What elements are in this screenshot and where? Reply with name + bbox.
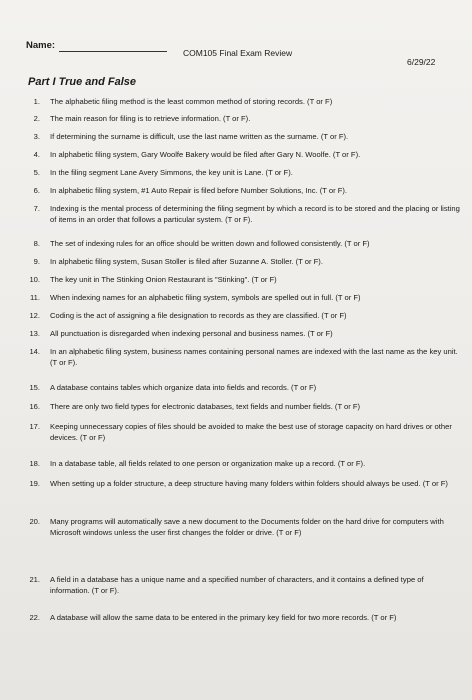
- question-item: [22, 401, 462, 412]
- question-text: The set of indexing rules for an office should be written down and followed consistently. (T or F): [50, 239, 370, 248]
- section-title: Part I True and False: [28, 76, 137, 88]
- question-number: 10.: [29, 275, 40, 284]
- question-number: 12.: [29, 311, 40, 320]
- question-number: 6.: [33, 186, 40, 195]
- document-title: COM105 Final Exam Review: [183, 48, 293, 58]
- question-text: A database contains tables which organize data into fields and records. (T or F): [50, 383, 317, 392]
- question-item: [22, 167, 462, 178]
- question-item: [22, 458, 462, 469]
- question-item: [22, 421, 462, 444]
- question-item: [22, 574, 462, 597]
- question-text: A database will allow the same data to be entered in the primary key field for two more records. (T or F): [50, 613, 397, 622]
- question-text: If determining the surname is difficult, use the last name written as the surname. (T or F).: [50, 132, 349, 141]
- question-number: 2.: [33, 114, 40, 123]
- question-number: 11.: [30, 293, 40, 302]
- question-text: The main reason for filing is to retrieve information. (T or F).: [50, 114, 251, 123]
- question-text: In alphabetic filing system, Susan Stoller is filed after Suzanne A. Stoller. (T or F).: [50, 257, 323, 266]
- question-item: [22, 346, 462, 369]
- question-text: In the filing segment Lane Avery Simmons, the key unit is Lane. (T or F).: [50, 168, 293, 177]
- question-text: All punctuation is disregarded when indexing personal and business names. (T or F): [50, 329, 333, 338]
- question-item: [22, 149, 462, 160]
- question-text: Many programs will automatically save a new document to the Documents folder on the hard drive for computers with Microsoft windows unless the user first changes the folder or drive. (T or F): [50, 517, 444, 538]
- question-number: 14.: [29, 347, 40, 356]
- question-text: Keeping unnecessary copies of files should be avoided to make the best use of storage capacity on hard drives or other devices. (T or F): [50, 422, 452, 443]
- question-number: 9.: [33, 257, 40, 266]
- question-number: 1.: [33, 97, 40, 106]
- name-blank-line: [59, 51, 167, 52]
- question-text: In alphabetic filing system, #1 Auto Repair is filed before Number Solutions, Inc. (T or F).: [50, 186, 347, 195]
- question-number: 7.: [33, 204, 40, 213]
- question-text: When setting up a folder structure, a deep structure having many folders within folders should always be used. (T or F): [50, 479, 448, 488]
- question-text: Indexing is the mental process of determining the filing segment by which a record is to be stored and the placing or listing of items in an order that follows a particular system. (T or F).: [50, 204, 460, 225]
- question-number: 8.: [33, 239, 40, 248]
- question-item: [22, 310, 462, 321]
- question-number: 20.: [29, 517, 40, 526]
- question-number: 5.: [33, 168, 40, 177]
- question-item: [22, 131, 462, 142]
- question-item: [22, 292, 462, 303]
- question-number: 22.: [29, 613, 40, 622]
- question-item: [22, 113, 462, 124]
- question-item: [22, 612, 462, 623]
- question-text: In alphabetic filing system, Gary Woolfe Bakery would be filed after Gary N. Woolfe. (T or F).: [50, 150, 361, 159]
- question-number: 16.: [29, 402, 40, 411]
- question-item: [22, 203, 462, 226]
- question-item: [22, 238, 462, 249]
- question-item: [22, 274, 462, 285]
- question-number: 17.: [29, 422, 40, 431]
- document-date: 6/29/22: [407, 57, 436, 67]
- question-number: 18.: [29, 459, 40, 468]
- question-text: Coding is the act of assigning a file designation to records as they are classified. (T or F): [50, 311, 347, 320]
- question-item: [22, 185, 462, 196]
- question-item: [22, 516, 462, 539]
- question-text: A field in a database has a unique name and a specified number of characters, and it contains a defined type of information. (T or F).: [50, 575, 424, 596]
- question-number: 15.: [29, 383, 40, 392]
- question-text: The alphabetic filing method is the least common method of storing records. (T or F): [50, 97, 333, 106]
- question-item: [22, 328, 462, 339]
- question-text: In an alphabetic filing system, business names containing personal names are indexed with the last name as the key unit. (T or F).: [50, 347, 458, 368]
- question-text: In a database table, all fields related to one person or organization make up a record. (T or F).: [50, 459, 366, 468]
- question-text: The key unit in The Stinking Onion Restaurant is "Stinking". (T or F): [50, 275, 277, 284]
- question-number: 19.: [29, 479, 40, 488]
- question-item: [22, 478, 462, 489]
- question-number: 21.: [29, 575, 40, 584]
- question-number: 13.: [29, 329, 40, 338]
- question-item: [22, 256, 462, 267]
- question-item: [22, 96, 462, 107]
- question-number: 3.: [33, 132, 40, 141]
- name-label: Name:: [26, 40, 56, 51]
- question-text: There are only two field types for electronic databases, text fields and number fields. (T or F): [50, 402, 361, 411]
- question-text: When indexing names for an alphabetic filing system, symbols are spelled out in full. (T or F): [50, 293, 361, 302]
- question-item: [22, 382, 462, 393]
- question-number: 4.: [33, 150, 40, 159]
